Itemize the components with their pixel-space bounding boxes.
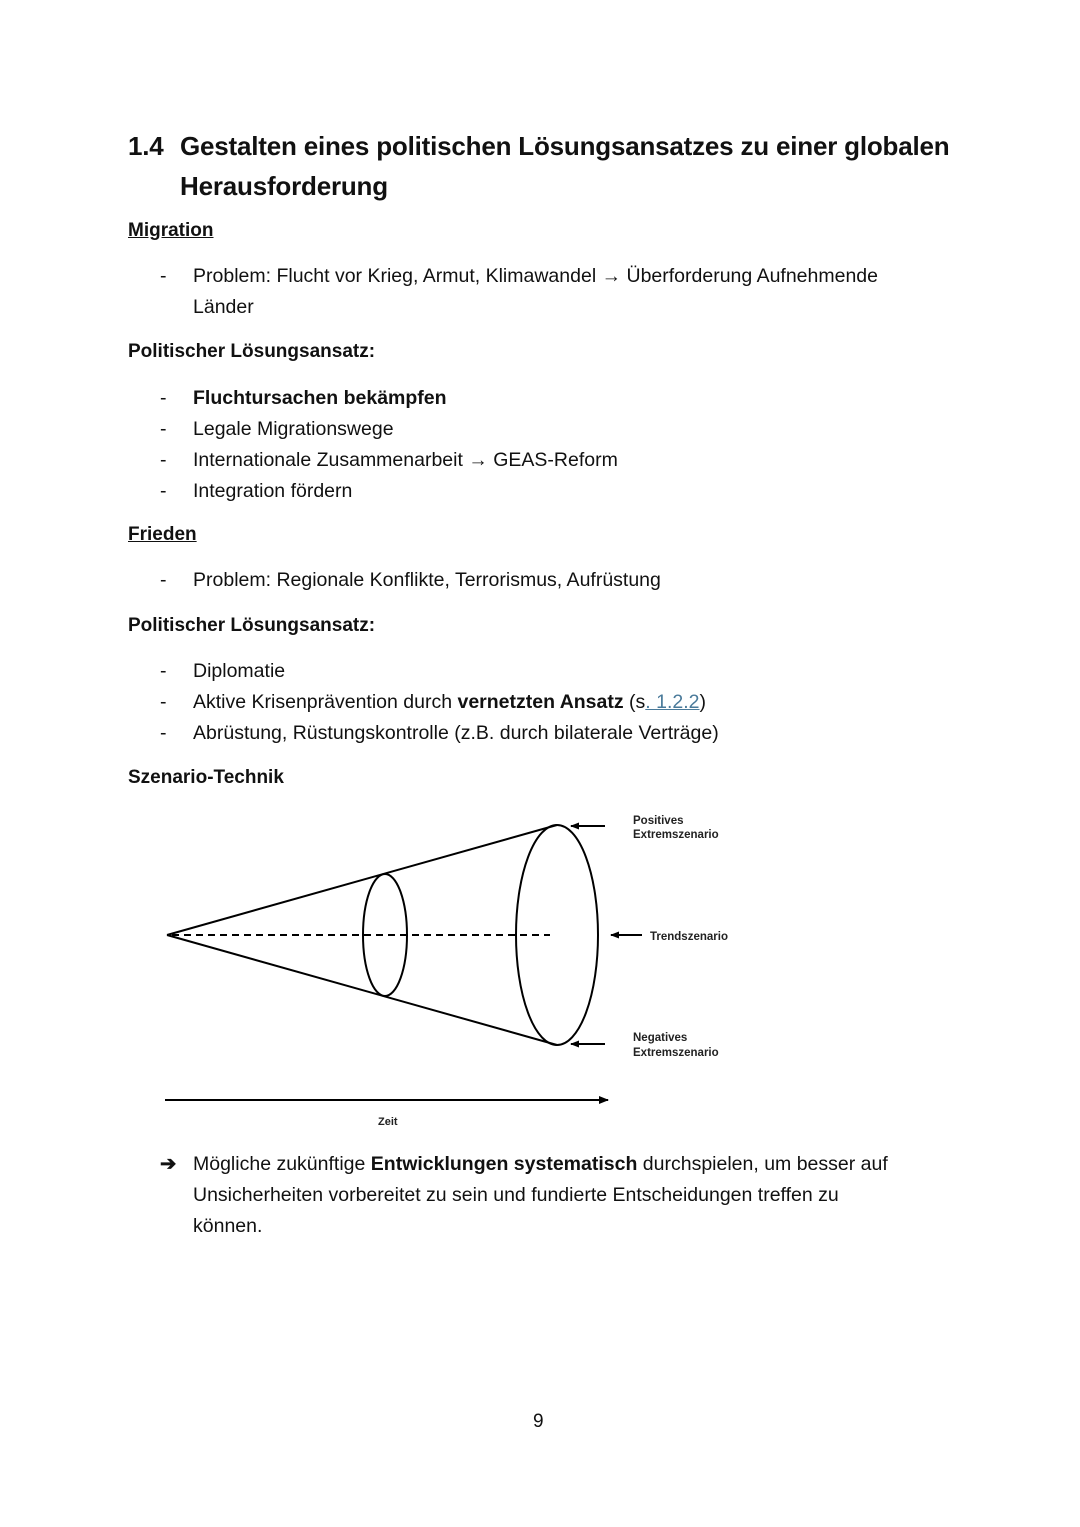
bold-term: Entwicklungen systematisch bbox=[370, 1153, 638, 1175]
text-part: Mögliche zukünftige bbox=[193, 1153, 371, 1175]
label-positive bbox=[633, 815, 684, 827]
text-part: (s bbox=[623, 691, 646, 713]
dash-bullet: - bbox=[160, 480, 167, 502]
frieden-solution-list bbox=[128, 656, 968, 749]
list-item-text: Fluchtursachen bekämpfen bbox=[193, 387, 447, 409]
text-part: ) bbox=[699, 691, 707, 713]
label-positive-line-2: Extremszenario bbox=[633, 829, 719, 841]
bold-term: vernetzten Ansatz bbox=[457, 691, 624, 713]
heading-line-1: Gestalten eines politischen Lösungsansatzes zu einer globalen bbox=[180, 131, 950, 161]
label-positive-2 bbox=[633, 829, 719, 841]
conclusion-line-1 bbox=[193, 1149, 953, 1180]
list-item-text bbox=[193, 687, 953, 718]
problem-text: Problem: Regionale Konflikte, Terrorismus, Aufrüstung bbox=[193, 569, 661, 591]
list-item-text: Internationale Zusammenarbeit → GEAS-Reform bbox=[193, 449, 618, 471]
cone-lower-edge bbox=[167, 935, 557, 1045]
label-positive-line-1: Positives bbox=[633, 815, 684, 827]
list-item-text: Legale Migrationswege bbox=[193, 418, 394, 440]
label-negative-line-2: Extremszenario bbox=[633, 1047, 719, 1059]
dash-bullet: - bbox=[160, 569, 167, 591]
dash-bullet: - bbox=[160, 691, 167, 713]
conclusion-line-3: können. bbox=[193, 1215, 263, 1237]
dash-bullet: - bbox=[160, 387, 167, 409]
label-negative bbox=[633, 1032, 687, 1044]
scenario-funnel-diagram bbox=[150, 800, 750, 1140]
heading-line-2: Herausforderung bbox=[180, 171, 388, 201]
list-item-text: Integration fördern bbox=[193, 480, 353, 502]
text-part: durchspielen, um besser auf bbox=[637, 1153, 888, 1175]
migration-solution-title: Politischer Lösungsansatz: bbox=[128, 341, 376, 362]
frieden-problem bbox=[128, 565, 968, 596]
arrow-bullet-icon: ➔ bbox=[160, 1153, 177, 1175]
label-negative-2 bbox=[633, 1047, 719, 1059]
migration-title: Migration bbox=[128, 220, 214, 241]
heading-number: 1.4 bbox=[128, 131, 164, 161]
label-trend bbox=[650, 931, 728, 943]
problem-line-2: Länder bbox=[193, 296, 254, 318]
dash-bullet: - bbox=[160, 722, 167, 744]
frieden-title: Frieden bbox=[128, 524, 197, 545]
label-negative-line-1: Negatives bbox=[633, 1032, 688, 1044]
label-time-text: Zeit bbox=[378, 1116, 398, 1128]
label-time bbox=[378, 1116, 398, 1128]
section-heading bbox=[128, 126, 988, 208]
text-part: Aktive Krisenprävention durch bbox=[193, 691, 458, 713]
list-item-text: Diplomatie bbox=[193, 660, 286, 682]
dash-bullet: - bbox=[160, 449, 167, 471]
migration-solution-list bbox=[128, 383, 968, 507]
frieden-solution-title: Politischer Lösungsansatz: bbox=[128, 615, 376, 636]
dash-bullet: - bbox=[160, 418, 167, 440]
conclusion-line-2: Unsicherheiten vorbereitet zu sein und fundierte Entscheidungen treffen zu bbox=[193, 1184, 839, 1206]
page-number: 9 bbox=[533, 1411, 544, 1432]
szenario-title: Szenario-Technik bbox=[128, 767, 284, 788]
szenario-conclusion bbox=[128, 1149, 968, 1242]
dash-bullet: - bbox=[160, 265, 167, 287]
cross-reference-link[interactable]: . 1.2.2 bbox=[645, 691, 700, 713]
migration-problem bbox=[128, 261, 968, 323]
cone-upper-edge bbox=[167, 825, 557, 935]
problem-line-1: Problem: Flucht vor Krieg, Armut, Klimawandel → Überforderung Aufnehmende bbox=[193, 265, 878, 287]
list-item-text: Abrüstung, Rüstungskontrolle (z.B. durch bilaterale Verträge) bbox=[193, 722, 719, 744]
label-trend-text: Trendszenario bbox=[650, 931, 728, 943]
dash-bullet: - bbox=[160, 660, 167, 682]
large-ellipse bbox=[516, 825, 598, 1045]
